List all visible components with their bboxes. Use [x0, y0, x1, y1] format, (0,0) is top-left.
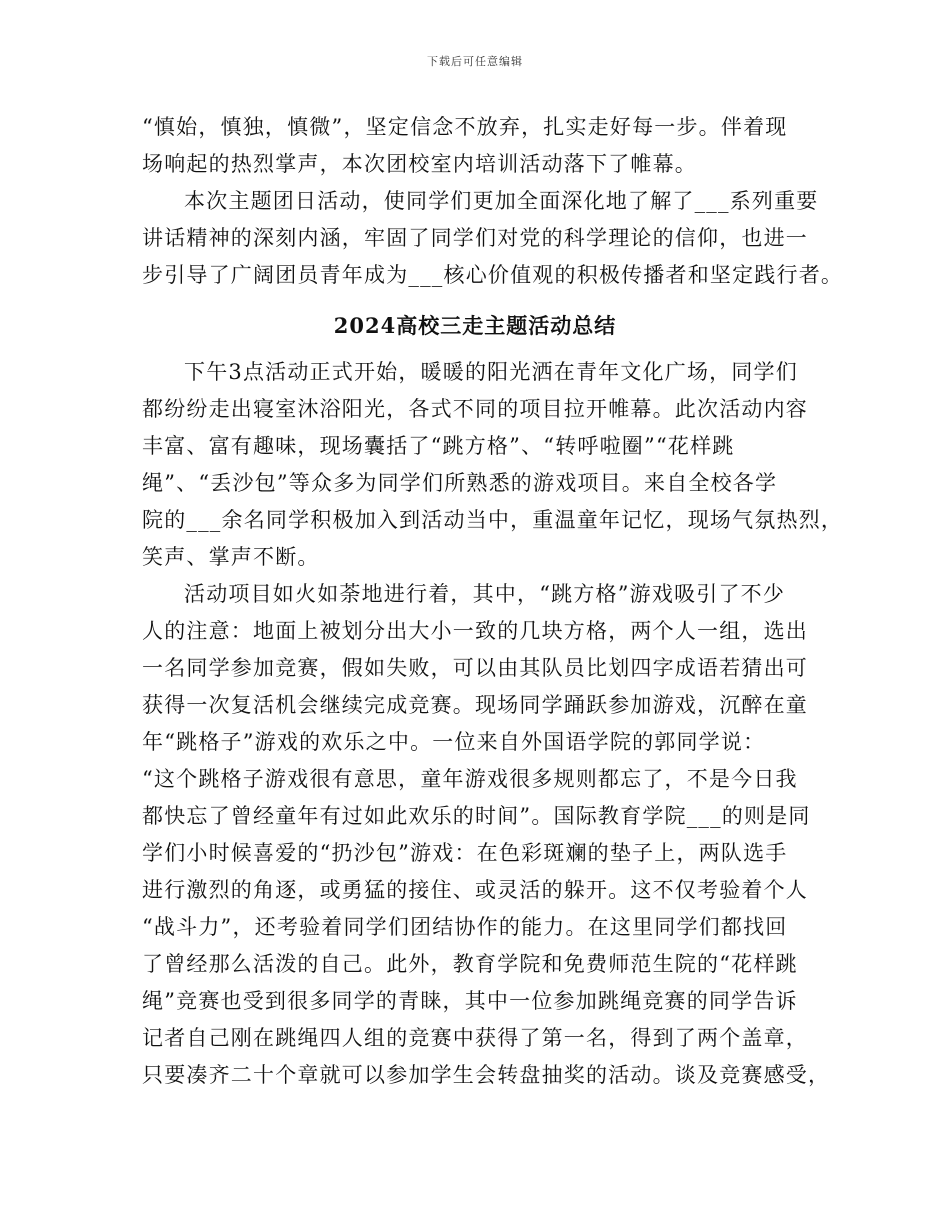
paragraph-line: 获得一次复活机会继续完成竞赛。现场同学踊跃参加游戏，沉醉在童	[142, 693, 808, 717]
paragraph-line: 绳”竞赛也受到很多同学的青睐，其中一位参加跳绳竞赛的同学告诉	[142, 989, 798, 1013]
page-header: 下载后可任意编辑	[427, 55, 523, 68]
paragraph-line: 都快忘了曾经童年有过如此欢乐的时间”。国际教育学院___的则是同	[142, 804, 811, 828]
paragraph-line: 丰富、富有趣味，现场囊括了“跳方格”、“转呼啦圈”“花样跳	[142, 434, 735, 458]
paragraph-line: 年“跳格子”游戏的欢乐之中。一位来自外国语学院的郭同学说：	[142, 730, 766, 754]
paragraph-line: 只要凑齐二十个章就可以参加学生会转盘抽奖的活动。谈及竞赛感受，	[142, 1063, 831, 1087]
paragraph-line: 进行激烈的角逐，或勇猛的接住、或灵活的躲开。这不仅考验着个人	[142, 878, 808, 902]
paragraph-line: 绳”、“丢沙包”等众多为同学们所熟悉的游戏项目。来自全校各学	[142, 471, 778, 495]
section-title: 2024高校三走主题活动总结	[333, 313, 617, 338]
paragraph-line: 了曾经那么活泼的自己。此外，教育学院和免费师范生院的“花样跳	[142, 952, 798, 976]
paragraph-line: “战斗力”，还考验着同学们团结协作的能力。在这里同学们都找回	[142, 915, 788, 939]
paragraph-line: 学们小时候喜爱的“扔沙包”游戏：在色彩斑斓的垫子上，两队选手	[142, 841, 788, 865]
paragraph-line: 院的___余名同学积极加入到活动当中，重温童年记忆，现场气氛热烈，	[142, 508, 844, 532]
paragraph-line: 本次主题团日活动，使同学们更加全面深化地了解了___系列重要	[184, 189, 819, 213]
paragraph-line: 笑声、掌声不断。	[142, 545, 320, 569]
paragraph-line: 一名同学参加竞赛，假如失败，可以由其队员比划四字成语若猜出可	[142, 656, 808, 680]
paragraph-line: “慎始，慎独，慎微”，坚定信念不放弃，扎实走好每一步。伴着现	[142, 115, 788, 139]
paragraph-line: 步引导了广阔团员青年成为___核心价值观的积极传播者和坚定践行者。	[142, 263, 844, 287]
paragraph-line: 下午3点活动正式开始，暖暖的阳光洒在青年文化广场，同学们	[184, 360, 798, 384]
paragraph-line: 记者自己刚在跳绳四人组的竞赛中获得了第一名，得到了两个盖章，	[142, 1026, 808, 1050]
paragraph-line: 都纷纷走出寝室沐浴阳光，各式不同的项目拉开帷幕。此次活动内容	[142, 397, 808, 421]
paragraph-line: 人的注意：地面上被划分出大小一致的几块方格，两个人一组，选出	[142, 619, 808, 643]
paragraph-line: 场响起的热烈掌声，本次团校室内培训活动落下了帷幕。	[142, 152, 697, 176]
paragraph-line: 活动项目如火如荼地进行着，其中，“跳方格”游戏吸引了不少	[184, 582, 786, 606]
paragraph-line: 讲话精神的深刻内涵，牢固了同学们对党的科学理论的信仰，也进一	[142, 226, 808, 250]
paragraph-line: “这个跳格子游戏很有意思，童年游戏很多规则都忘了，不是今日我	[142, 767, 798, 791]
